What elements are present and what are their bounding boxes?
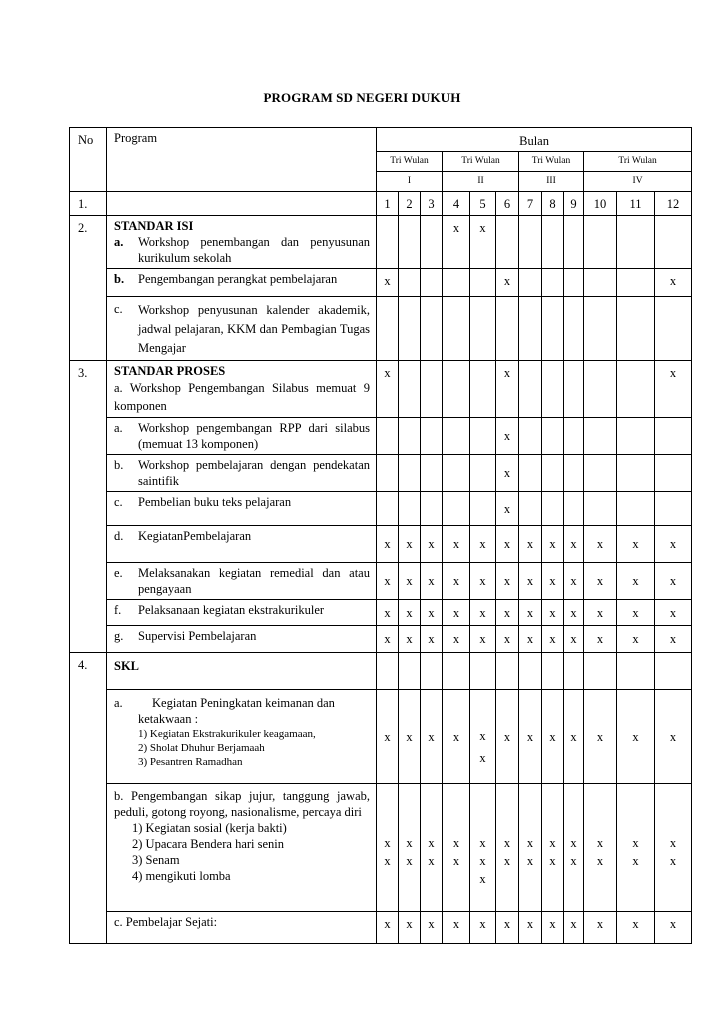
mark-cell: x bbox=[421, 912, 443, 944]
mark: x bbox=[503, 836, 511, 850]
mark: x bbox=[452, 836, 460, 850]
item-text: Workshop penyusunan kalender akademik, jadwal pelajaran, KKM dan Pembagian Tugas Mengajar bbox=[138, 303, 370, 355]
mark-cell: x bbox=[421, 690, 443, 784]
program-cell bbox=[107, 269, 377, 297]
month-label: 3 bbox=[421, 192, 443, 216]
mark-cell: x bbox=[584, 526, 617, 563]
mark-cell: x bbox=[564, 690, 584, 784]
mark-cell: x bbox=[421, 600, 443, 626]
item-text: Workshop pembelajaran dengan pendekatan saintifik bbox=[138, 458, 370, 488]
mark-cell: x bbox=[377, 269, 399, 297]
mark: x bbox=[479, 836, 486, 850]
mark-cell: x bbox=[564, 526, 584, 563]
item-letter: g. bbox=[114, 629, 124, 643]
item-text: Kegiatan Peningkatan keimanan dan ketakwaan : bbox=[138, 696, 335, 726]
mark-cell: x bbox=[496, 455, 519, 492]
month-label: 11 bbox=[617, 192, 655, 216]
mark-cell: x bbox=[655, 563, 692, 600]
mark-cell: x bbox=[443, 690, 470, 784]
mark-cell: x bbox=[399, 526, 421, 563]
item-letter: c. bbox=[114, 495, 123, 509]
mark-cell bbox=[617, 784, 655, 912]
mark: x bbox=[549, 854, 556, 868]
item-text: Workshop penembangan dan penyusunan kurikulum sekolah bbox=[138, 235, 370, 265]
header-tri-roman-3: III bbox=[519, 172, 584, 192]
mark-cell: x bbox=[421, 626, 443, 653]
mark-cell: x bbox=[584, 626, 617, 653]
month-label: 6 bbox=[496, 192, 519, 216]
mark-cell: x bbox=[564, 626, 584, 653]
section-heading: STANDAR PROSES bbox=[114, 364, 226, 378]
mark-cell: x bbox=[421, 563, 443, 600]
item-text: Pembelian buku teks pelajaran bbox=[138, 495, 292, 509]
header-tri-roman-1: I bbox=[377, 172, 443, 192]
mark: x bbox=[384, 854, 391, 868]
item-letter: c. bbox=[114, 302, 123, 316]
mark-cell: x bbox=[496, 600, 519, 626]
mark-cell: x bbox=[655, 626, 692, 653]
mark-cell: x bbox=[617, 626, 655, 653]
mark-cell: x bbox=[443, 563, 470, 600]
mark-cell: x bbox=[584, 690, 617, 784]
mark-cell: x bbox=[584, 563, 617, 600]
header-no: No bbox=[70, 128, 107, 192]
section-heading: STANDAR ISI bbox=[114, 219, 194, 233]
mark-cell: x bbox=[470, 563, 496, 600]
month-label: 1 bbox=[377, 192, 399, 216]
mark-cell: x bbox=[564, 563, 584, 600]
header-program: Program bbox=[107, 128, 377, 192]
mark-cell: x bbox=[399, 626, 421, 653]
row-number: 4. bbox=[70, 653, 107, 944]
mark-cell: x bbox=[617, 600, 655, 626]
header-tri-roman-2: II bbox=[443, 172, 519, 192]
mark-cell: x bbox=[377, 690, 399, 784]
item-text: Pelaksanaan kegiatan ekstrakurikuler bbox=[138, 603, 325, 617]
mark-cell: x bbox=[399, 690, 421, 784]
mark-cell: x bbox=[496, 626, 519, 653]
row-number: 1. bbox=[70, 192, 107, 216]
month-label: 10 bbox=[584, 192, 617, 216]
mark-cell: x bbox=[617, 563, 655, 600]
mark-cell: x bbox=[617, 526, 655, 563]
row-number: 3. bbox=[70, 361, 107, 653]
mark-cell: x bbox=[519, 690, 542, 784]
mark-cell: x bbox=[519, 912, 542, 944]
mark: x bbox=[479, 872, 486, 886]
mark-cell: x bbox=[519, 563, 542, 600]
mark: x bbox=[632, 836, 639, 850]
mark-cell: x bbox=[496, 912, 519, 944]
mark-cell bbox=[443, 784, 470, 912]
mark: x bbox=[549, 836, 556, 850]
mark-cell: x bbox=[421, 526, 443, 563]
item-letter: a. bbox=[114, 235, 124, 249]
mark: x bbox=[428, 836, 435, 850]
mark-cell bbox=[542, 784, 564, 912]
mark-cell: x bbox=[377, 912, 399, 944]
program-cell bbox=[107, 361, 377, 418]
mark: x bbox=[452, 854, 460, 868]
item-letter: b. bbox=[114, 272, 125, 286]
mark-cell: x bbox=[564, 600, 584, 626]
program-cell bbox=[107, 784, 377, 912]
item-text: c. Pembelajar Sejati: bbox=[114, 915, 218, 929]
mark-cell: x bbox=[655, 361, 692, 418]
program-cell bbox=[107, 192, 377, 216]
item-letter: e. bbox=[114, 566, 123, 580]
program-cell bbox=[107, 626, 377, 653]
mark-cell: x bbox=[496, 563, 519, 600]
mark-cell: x bbox=[617, 912, 655, 944]
mark: x bbox=[570, 854, 577, 868]
header-bulan: Bulan bbox=[377, 128, 692, 152]
item-letter: a. bbox=[114, 696, 123, 710]
mark-cell: x bbox=[542, 912, 564, 944]
mark-cell: x bbox=[496, 361, 519, 418]
mark-cell bbox=[377, 784, 399, 912]
mark: x bbox=[479, 728, 486, 743]
month-label: 12 bbox=[655, 192, 692, 216]
mark-cell: x bbox=[443, 626, 470, 653]
item-text: b. Pengembangan sikap jujur, tanggung jawab, peduli, gotong royong, nasionalisme, percaya diri bbox=[114, 789, 370, 819]
mark-cell: x bbox=[655, 690, 692, 784]
sub-item: 2) Sholat Dhuhur Berjamaah bbox=[138, 742, 265, 754]
mark-cell bbox=[470, 784, 496, 912]
mark-cell bbox=[655, 784, 692, 912]
header-tri-wulan-4: Tri Wulan bbox=[584, 152, 692, 172]
mark-cell: x bbox=[470, 526, 496, 563]
program-cell bbox=[107, 600, 377, 626]
mark-cell: x bbox=[564, 912, 584, 944]
mark-cell: x bbox=[542, 563, 564, 600]
mark: x bbox=[596, 854, 604, 868]
mark-cell bbox=[399, 784, 421, 912]
mark-cell: x bbox=[470, 626, 496, 653]
program-cell bbox=[107, 216, 377, 269]
sub-item: 3) Senam bbox=[132, 853, 180, 867]
mark-cell: x bbox=[655, 269, 692, 297]
mark: x bbox=[526, 854, 534, 868]
item-letter: b. bbox=[114, 458, 124, 472]
mark-cell: x bbox=[519, 526, 542, 563]
mark-cell: x bbox=[470, 912, 496, 944]
mark: x bbox=[669, 854, 677, 868]
mark: x bbox=[406, 854, 413, 868]
mark-cell: x bbox=[496, 690, 519, 784]
mark: x bbox=[596, 836, 604, 850]
mark-cell: x bbox=[470, 600, 496, 626]
mark-cell: x bbox=[519, 600, 542, 626]
mark-cell bbox=[519, 784, 542, 912]
month-label: 4 bbox=[443, 192, 470, 216]
month-label: 2 bbox=[399, 192, 421, 216]
mark: x bbox=[384, 836, 391, 850]
mark-cell: x bbox=[542, 626, 564, 653]
month-label: 7 bbox=[519, 192, 542, 216]
mark-cell: x bbox=[377, 361, 399, 418]
mark: x bbox=[406, 836, 413, 850]
mark-cell: x bbox=[377, 526, 399, 563]
mark-cell: x bbox=[399, 563, 421, 600]
header-tri-wulan-2: Tri Wulan bbox=[443, 152, 519, 172]
header-tri-wulan-1: Tri Wulan bbox=[377, 152, 443, 172]
mark-cell: x bbox=[617, 690, 655, 784]
mark-cell: x bbox=[496, 418, 519, 455]
mark: x bbox=[526, 836, 534, 850]
header-tri-roman-4: IV bbox=[584, 172, 692, 192]
sub-item: 1) Kegiatan Ekstrakurikuler keagamaan, bbox=[138, 728, 316, 740]
mark-cell: x bbox=[443, 526, 470, 563]
program-cell bbox=[107, 563, 377, 600]
mark-cell: x bbox=[399, 912, 421, 944]
row-number: 2. bbox=[70, 216, 107, 361]
mark: x bbox=[632, 854, 639, 868]
item-text: Workshop pengembangan RPP dari silabus (memuat 13 komponen) bbox=[138, 421, 370, 451]
program-cell bbox=[107, 297, 377, 361]
mark-cell: x bbox=[655, 526, 692, 563]
item-text: KegiatanPembelajaran bbox=[138, 529, 252, 543]
item-text: Melaksanakan kegiatan remedial dan atau pengayaan bbox=[138, 566, 370, 596]
mark: x bbox=[503, 854, 511, 868]
item-letter: f. bbox=[114, 603, 122, 617]
mark: x bbox=[570, 836, 577, 850]
mark-cell: x bbox=[655, 912, 692, 944]
mark-cell: x bbox=[542, 526, 564, 563]
mark-cell: x bbox=[542, 690, 564, 784]
mark-cell: x bbox=[584, 912, 617, 944]
mark-cell: x bbox=[542, 600, 564, 626]
mark-cell: x bbox=[399, 600, 421, 626]
program-cell bbox=[107, 653, 377, 690]
sub-item: 1) Kegiatan sosial (kerja bakti) bbox=[132, 821, 287, 835]
program-cell bbox=[107, 492, 377, 526]
mark-cell: x bbox=[496, 269, 519, 297]
mark-cell bbox=[470, 690, 496, 784]
mark-cell: x bbox=[443, 600, 470, 626]
item-text: Supervisi Pembelajaran bbox=[138, 629, 257, 643]
mark-cell: x bbox=[519, 626, 542, 653]
sub-item: 3) Pesantren Ramadhan bbox=[138, 756, 243, 768]
item-letter: d. bbox=[114, 529, 124, 543]
mark-cell: x bbox=[655, 600, 692, 626]
item-text: Pengembangan perangkat pembelajaran bbox=[138, 272, 338, 286]
mark-cell: x bbox=[496, 526, 519, 563]
mark: x bbox=[428, 854, 435, 868]
mark-cell: x bbox=[377, 626, 399, 653]
mark-cell: x bbox=[377, 600, 399, 626]
page-title: PROGRAM SD NEGERI DUKUH bbox=[263, 90, 461, 105]
mark-cell bbox=[421, 784, 443, 912]
program-cell bbox=[107, 455, 377, 492]
program-cell bbox=[107, 526, 377, 563]
mark-cell bbox=[584, 784, 617, 912]
mark-cell: x bbox=[470, 216, 496, 269]
mark-cell: x bbox=[377, 563, 399, 600]
mark: x bbox=[669, 836, 677, 850]
mark-cell: x bbox=[443, 216, 470, 269]
section-heading: SKL bbox=[114, 659, 140, 673]
mark: x bbox=[479, 750, 486, 765]
item-text: a. Workshop Pengembangan Silabus memuat 9 komponen bbox=[114, 381, 370, 413]
mark: x bbox=[479, 854, 486, 868]
mark-cell: x bbox=[496, 492, 519, 526]
program-cell bbox=[107, 418, 377, 455]
sub-item: 2) Upacara Bendera hari senin bbox=[132, 837, 285, 851]
program-table bbox=[69, 127, 692, 944]
mark-cell bbox=[564, 784, 584, 912]
item-letter: a. bbox=[114, 421, 123, 435]
mark-cell: x bbox=[443, 912, 470, 944]
month-label: 8 bbox=[542, 192, 564, 216]
header-tri-wulan-3: Tri Wulan bbox=[519, 152, 584, 172]
program-cell bbox=[107, 912, 377, 944]
month-label: 5 bbox=[470, 192, 496, 216]
mark-cell bbox=[496, 784, 519, 912]
program-cell bbox=[107, 690, 377, 784]
sub-item: 4) mengikuti lomba bbox=[132, 869, 231, 883]
mark-cell: x bbox=[584, 600, 617, 626]
month-label: 9 bbox=[564, 192, 584, 216]
